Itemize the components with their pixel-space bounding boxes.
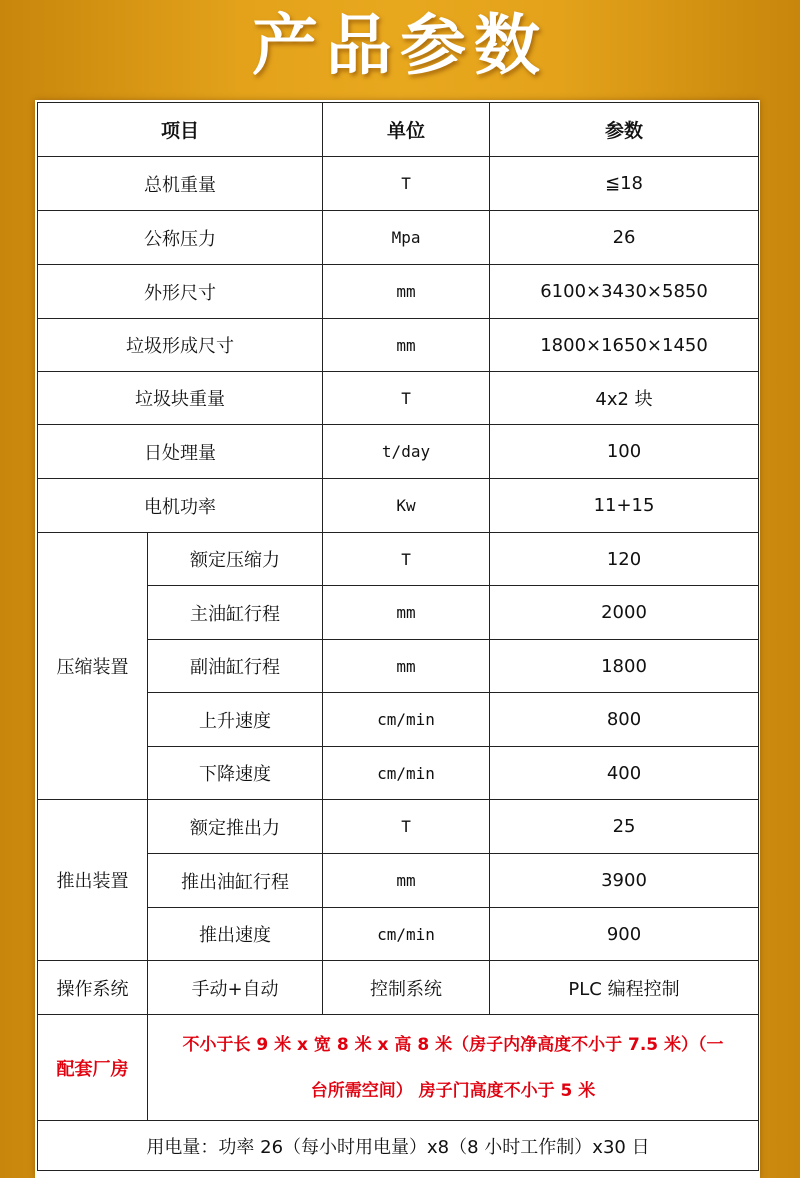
plant-label: 配套厂房 bbox=[38, 1015, 148, 1121]
row-value: 6100×3430×5850 bbox=[490, 265, 759, 319]
row-item: 下降速度 bbox=[148, 747, 323, 800]
table-header-row bbox=[38, 103, 759, 157]
page-title: 产品参数 bbox=[252, 7, 548, 84]
row-unit: cm/min bbox=[323, 908, 490, 961]
table-row bbox=[38, 265, 759, 319]
table-row bbox=[38, 800, 759, 854]
spec-sheet bbox=[35, 100, 760, 1178]
table-row bbox=[38, 372, 759, 425]
row-unit: mm bbox=[323, 319, 490, 372]
row-unit: T bbox=[323, 157, 490, 211]
row-unit: cm/min bbox=[323, 693, 490, 747]
row-item: 上升速度 bbox=[148, 693, 323, 747]
row-item: 外形尺寸 bbox=[38, 265, 323, 319]
row-unit: t/day bbox=[323, 425, 490, 479]
row-item: 日处理量 bbox=[38, 425, 323, 479]
table-row bbox=[38, 157, 759, 211]
row-item: 公称压力 bbox=[38, 211, 323, 265]
group-label-push: 推出装置 bbox=[38, 800, 148, 961]
spec-table bbox=[37, 102, 759, 1171]
row-value: 900 bbox=[490, 908, 759, 961]
row-unit: T bbox=[323, 800, 490, 854]
plant-requirement-line1: 不小于长 9 米 x 宽 8 米 x 高 8 米（房子内净高度不小于 7.5 米）（一 bbox=[182, 1034, 724, 1055]
row-value: ≦18 bbox=[490, 157, 759, 211]
table-row-power bbox=[38, 1121, 759, 1171]
row-item: 副油缸行程 bbox=[148, 640, 323, 693]
table-row bbox=[38, 211, 759, 265]
row-value: 25 bbox=[490, 800, 759, 854]
row-value: 1800×1650×1450 bbox=[490, 319, 759, 372]
operation-unit: 控制系统 bbox=[323, 961, 490, 1015]
row-unit: Kw bbox=[323, 479, 490, 533]
table-row bbox=[38, 319, 759, 372]
row-value: 26 bbox=[490, 211, 759, 265]
row-unit: cm/min bbox=[323, 747, 490, 800]
row-unit: mm bbox=[323, 265, 490, 319]
plant-requirement-line2: 台所需空间） 房子门高度不小于 5 米 bbox=[310, 1080, 596, 1101]
table-row-plant bbox=[38, 1015, 759, 1121]
header-param: 参数 bbox=[490, 103, 759, 157]
row-value: 800 bbox=[490, 693, 759, 747]
row-item: 额定推出力 bbox=[148, 800, 323, 854]
row-value: 100 bbox=[490, 425, 759, 479]
operation-value: PLC 编程控制 bbox=[490, 961, 759, 1015]
row-value: 1800 bbox=[490, 640, 759, 693]
header-unit: 单位 bbox=[323, 103, 490, 157]
header-item: 项目 bbox=[38, 103, 323, 157]
row-item: 推出油缸行程 bbox=[148, 854, 323, 908]
operation-label: 操作系统 bbox=[38, 961, 148, 1015]
row-unit: Mpa bbox=[323, 211, 490, 265]
power-consumption-note: 用电量：功率 26（每小时用电量）x8（8 小时工作制）x30 日 bbox=[38, 1121, 759, 1171]
row-unit: T bbox=[323, 533, 490, 586]
plant-requirement bbox=[148, 1015, 759, 1121]
group-label-compression: 压缩装置 bbox=[38, 533, 148, 800]
row-value: 3900 bbox=[490, 854, 759, 908]
row-item: 主油缸行程 bbox=[148, 586, 323, 640]
row-item: 电机功率 bbox=[38, 479, 323, 533]
table-row bbox=[38, 425, 759, 479]
row-unit: mm bbox=[323, 640, 490, 693]
table-row bbox=[38, 533, 759, 586]
row-value: 120 bbox=[490, 533, 759, 586]
row-unit: mm bbox=[323, 586, 490, 640]
row-item: 额定压缩力 bbox=[148, 533, 323, 586]
row-value: 11+15 bbox=[490, 479, 759, 533]
row-item: 垃圾形成尺寸 bbox=[38, 319, 323, 372]
row-value: 400 bbox=[490, 747, 759, 800]
row-item: 推出速度 bbox=[148, 908, 323, 961]
row-item: 总机重量 bbox=[38, 157, 323, 211]
row-unit: T bbox=[323, 372, 490, 425]
table-row-operation bbox=[38, 961, 759, 1015]
row-value: 2000 bbox=[490, 586, 759, 640]
row-unit: mm bbox=[323, 854, 490, 908]
row-item: 垃圾块重量 bbox=[38, 372, 323, 425]
row-value: 4x2 块 bbox=[490, 372, 759, 425]
operation-mode: 手动+自动 bbox=[148, 961, 323, 1015]
table-row bbox=[38, 479, 759, 533]
